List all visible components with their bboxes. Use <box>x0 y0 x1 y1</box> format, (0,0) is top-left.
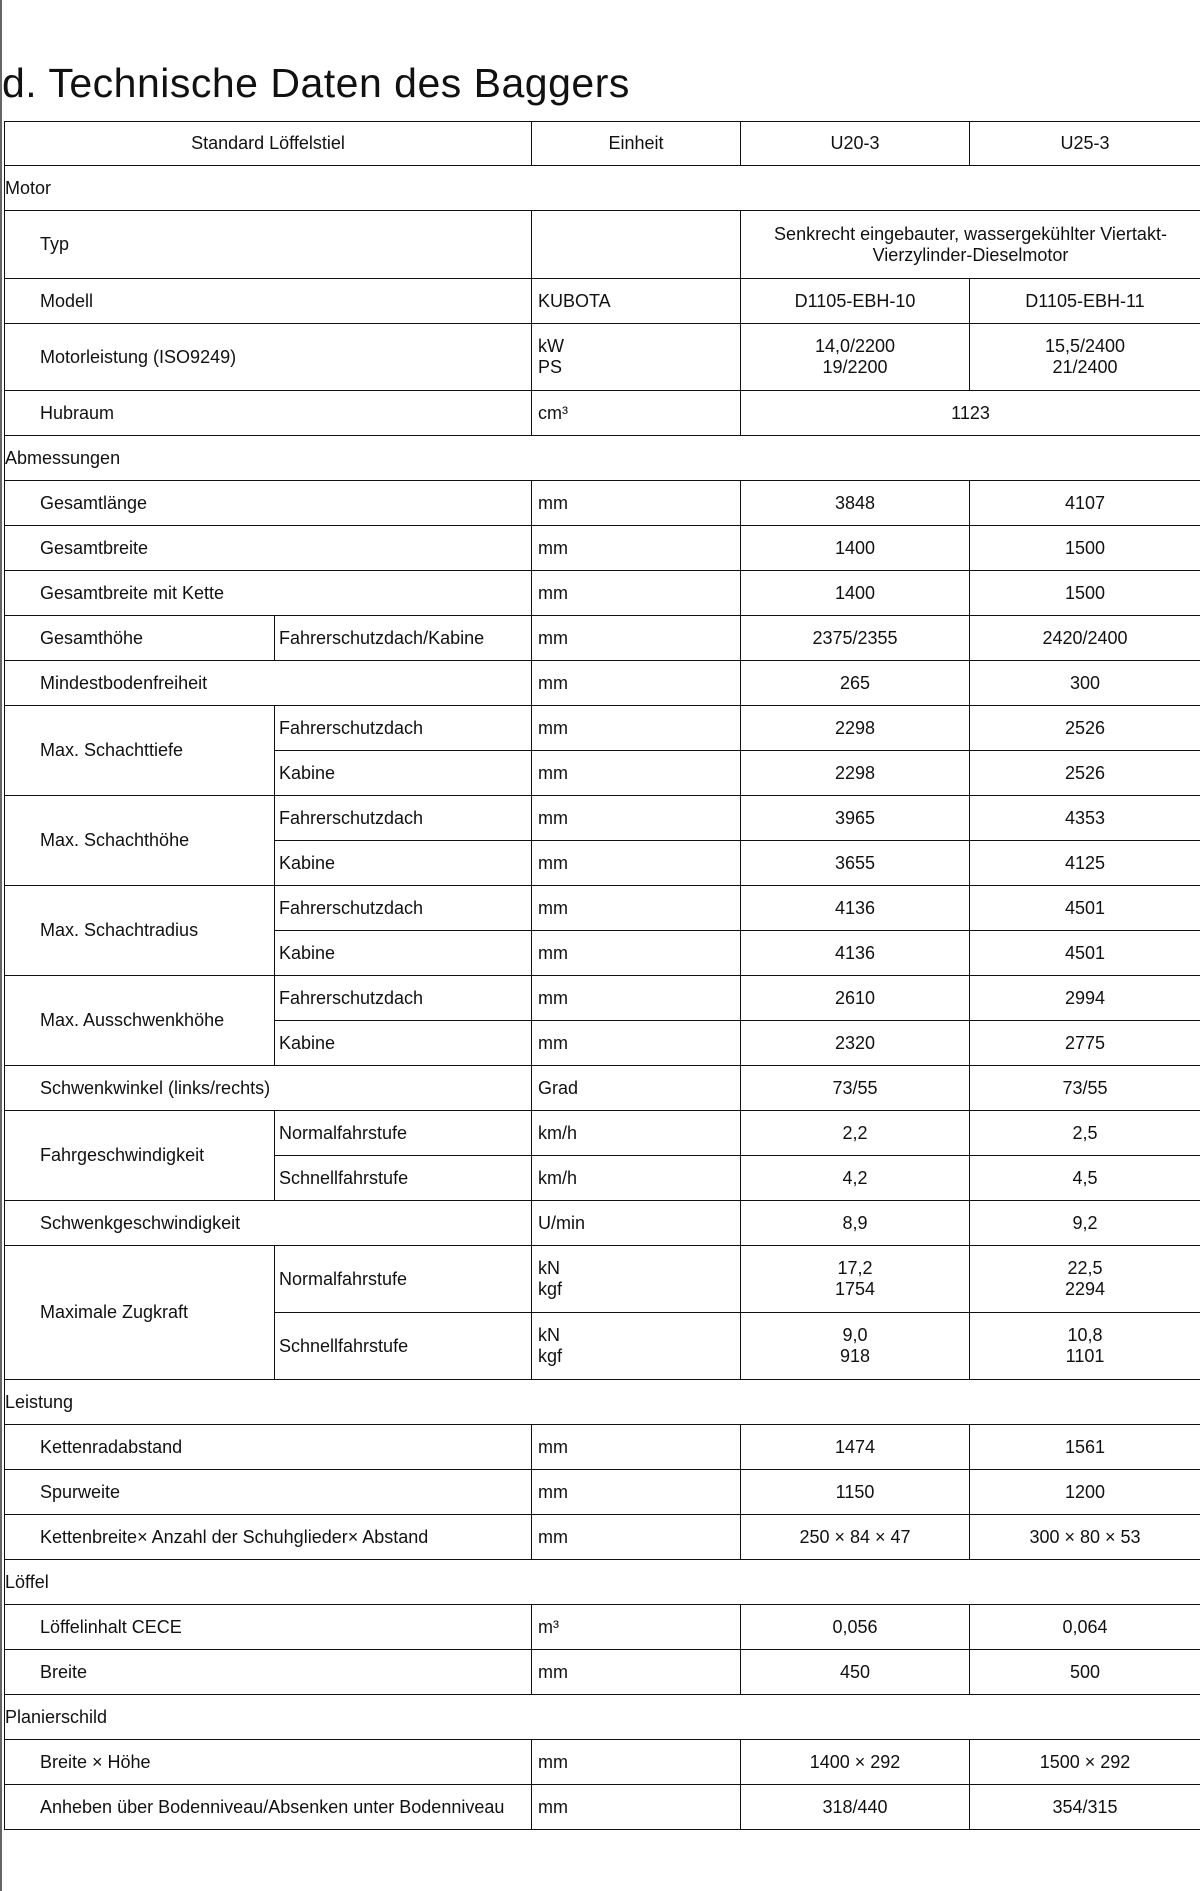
row-value-u20: 73/55 <box>741 1066 970 1111</box>
row-value-u25: 1500 <box>970 526 1200 571</box>
table-row-bodenfreiheit <box>5 661 1200 706</box>
row-value-u20: 2610 <box>741 976 970 1021</box>
header-einheit: Einheit <box>532 122 741 166</box>
table-row-schachthoehe-dach <box>5 796 1200 841</box>
table-row-schwenkgeschwindigkeit <box>5 1201 1200 1246</box>
row-value-u25: 354/315 <box>970 1785 1200 1830</box>
table-row-loeffel-breite <box>5 1650 1200 1695</box>
row-value-u25: 1561 <box>970 1425 1200 1470</box>
row-label: Breite × Höhe <box>5 1740 532 1785</box>
section-label: Löffel <box>5 1560 1200 1605</box>
row-value-u25: 300 × 80 × 53 <box>970 1515 1200 1560</box>
row-label: Max. Ausschwenkhöhe <box>5 976 275 1066</box>
row-value-u20: 3848 <box>741 481 970 526</box>
row-value-u20 <box>741 1246 970 1313</box>
row-value-u25: 0,064 <box>970 1605 1200 1650</box>
row-sublabel: Kabine <box>275 751 532 796</box>
row-value-u20: D1105-EBH-10 <box>741 279 970 324</box>
value-kgf: 2294 <box>1064 1279 1106 1299</box>
row-value-u20: 250 × 84 × 47 <box>741 1515 970 1560</box>
row-label: Breite <box>5 1650 532 1695</box>
row-value-u25: 4501 <box>970 931 1200 976</box>
row-label: Max. Schachtradius <box>5 886 275 976</box>
unit-kw: kW <box>538 336 564 356</box>
table-row-fahrgeschwindigkeit-normal <box>5 1111 1200 1156</box>
table-row-kettenbreite <box>5 1515 1200 1560</box>
table-row-hubraum <box>5 391 1200 436</box>
row-label: Spurweite <box>5 1470 532 1515</box>
row-value-u25: 9,2 <box>970 1201 1200 1246</box>
row-value-u25: 1500 × 292 <box>970 1740 1200 1785</box>
row-unit: mm <box>532 1470 741 1515</box>
section-row-planierschild <box>5 1695 1200 1740</box>
table-row-loeffelinhalt <box>5 1605 1200 1650</box>
table-row-gesamtbreite <box>5 526 1200 571</box>
table-row-kettenradabstand <box>5 1425 1200 1470</box>
section-row-loeffel <box>5 1560 1200 1605</box>
row-sublabel: Schnellfahrstufe <box>275 1313 532 1380</box>
row-label: Gesamtbreite mit Kette <box>5 571 532 616</box>
section-label: Abmessungen <box>5 436 1200 481</box>
row-label: Fahrgeschwindigkeit <box>5 1111 275 1201</box>
row-label: Maximale Zugkraft <box>5 1246 275 1380</box>
row-sublabel: Kabine <box>275 931 532 976</box>
value-kgf: 1754 <box>834 1279 876 1299</box>
section-label: Planierschild <box>5 1695 1200 1740</box>
row-unit <box>532 1246 741 1313</box>
row-unit: mm <box>532 526 741 571</box>
page-title: d. Technische Daten des Baggers <box>2 60 630 106</box>
row-value-u25: 4107 <box>970 481 1200 526</box>
row-sublabel: Normalfahrstufe <box>275 1246 532 1313</box>
value-ps: 19/2200 <box>822 357 888 377</box>
row-value-u20 <box>741 324 970 391</box>
value-kw: 14,0/2200 <box>814 336 896 356</box>
row-unit: km/h <box>532 1156 741 1201</box>
table-header-row <box>5 122 1200 166</box>
row-value-u25 <box>970 1313 1200 1380</box>
row-unit: U/min <box>532 1201 741 1246</box>
row-unit: mm <box>532 886 741 931</box>
row-value-u20: 1400 × 292 <box>741 1740 970 1785</box>
row-value-u20: 2298 <box>741 751 970 796</box>
table-row-schachttiefe-dach <box>5 706 1200 751</box>
row-value-u25: 2775 <box>970 1021 1200 1066</box>
value-kn: 10,8 <box>1067 1325 1103 1345</box>
row-value-u20: 4136 <box>741 931 970 976</box>
row-value: Senkrecht eingebauter, wassergekühlter Viertakt-Vierzylinder-Dieselmotor <box>741 211 1200 279</box>
row-value-u20: 1400 <box>741 526 970 571</box>
value-kgf: 1101 <box>1065 1346 1105 1366</box>
row-value-u25: 2420/2400 <box>970 616 1200 661</box>
table-row-modell <box>5 279 1200 324</box>
row-sublabel: Fahrerschutzdach <box>275 706 532 751</box>
value-kw: 15,5/2400 <box>1044 336 1126 356</box>
row-unit: mm <box>532 706 741 751</box>
header-standard-loeffelstiel: Standard Löffelstiel <box>5 122 532 166</box>
row-value-u25: 73/55 <box>970 1066 1200 1111</box>
table-row-spurweite <box>5 1470 1200 1515</box>
row-value-u25: 2,5 <box>970 1111 1200 1156</box>
row-value-u20: 2298 <box>741 706 970 751</box>
section-label: Leistung <box>5 1380 1200 1425</box>
row-unit: mm <box>532 481 741 526</box>
row-sublabel: Fahrerschutzdach <box>275 886 532 931</box>
unit-kn: kN <box>538 1258 560 1278</box>
value-kn: 9,0 <box>842 1325 868 1345</box>
row-sublabel: Kabine <box>275 841 532 886</box>
row-unit: mm <box>532 751 741 796</box>
table-row-gesamtbreite-kette <box>5 571 1200 616</box>
row-sublabel: Kabine <box>275 1021 532 1066</box>
row-value-u25 <box>970 1246 1200 1313</box>
row-label: Schwenkwinkel (links/rechts) <box>5 1066 532 1111</box>
row-label: Anheben über Bodenniveau/Absenken unter Bodenniveau <box>5 1785 532 1830</box>
row-unit: mm <box>532 976 741 1021</box>
row-value-u20: 4136 <box>741 886 970 931</box>
value-ps: 21/2400 <box>1052 357 1118 377</box>
row-label: Motorleistung (ISO9249) <box>5 324 532 391</box>
table-row-breite-hoehe <box>5 1740 1200 1785</box>
row-unit: mm <box>532 1021 741 1066</box>
row-unit <box>532 211 741 279</box>
section-row-motor <box>5 166 1200 211</box>
row-label: Kettenradabstand <box>5 1425 532 1470</box>
row-value-u25: 4501 <box>970 886 1200 931</box>
row-value-u20 <box>741 1313 970 1380</box>
row-unit: m³ <box>532 1605 741 1650</box>
row-value-u20: 1150 <box>741 1470 970 1515</box>
row-sublabel: Fahrerschutzdach <box>275 976 532 1021</box>
row-sublabel: Normalfahrstufe <box>275 1111 532 1156</box>
unit-kn: kN <box>538 1325 560 1345</box>
row-value-u25: 2994 <box>970 976 1200 1021</box>
row-label: Mindestbodenfreiheit <box>5 661 532 706</box>
value-kn: 22,5 <box>1067 1258 1103 1278</box>
row-value-u20: 2320 <box>741 1021 970 1066</box>
table-row-schwenkwinkel <box>5 1066 1200 1111</box>
row-value-u25: 2526 <box>970 751 1200 796</box>
row-label: Schwenkgeschwindigkeit <box>5 1201 532 1246</box>
row-unit: mm <box>532 1785 741 1830</box>
row-sublabel: Fahrerschutzdach <box>275 796 532 841</box>
table-row-anheben-absenken <box>5 1785 1200 1830</box>
table-row-gesamthoehe <box>5 616 1200 661</box>
row-unit: mm <box>532 796 741 841</box>
row-unit: cm³ <box>532 391 741 436</box>
row-unit: mm <box>532 661 741 706</box>
row-unit: mm <box>532 571 741 616</box>
row-label: Max. Schachthöhe <box>5 796 275 886</box>
row-unit: km/h <box>532 1111 741 1156</box>
row-label: Hubraum <box>5 391 532 436</box>
row-unit: mm <box>532 1650 741 1695</box>
spec-table <box>4 121 1200 1830</box>
row-unit: mm <box>532 841 741 886</box>
row-value-u25: 4125 <box>970 841 1200 886</box>
row-unit: mm <box>532 931 741 976</box>
row-value-u20: 2375/2355 <box>741 616 970 661</box>
header-u25-3: U25-3 <box>970 122 1200 166</box>
row-value: 1123 <box>741 391 1200 436</box>
row-unit <box>532 1313 741 1380</box>
header-u20-3: U20-3 <box>741 122 970 166</box>
table-row-ausschwenkhoehe-dach <box>5 976 1200 1021</box>
row-value-u25: D1105-EBH-11 <box>970 279 1200 324</box>
row-sublabel: Schnellfahrstufe <box>275 1156 532 1201</box>
row-unit: Grad <box>532 1066 741 1111</box>
row-value-u20: 4,2 <box>741 1156 970 1201</box>
value-kgf: 918 <box>839 1346 871 1366</box>
table-row-gesamtlaenge <box>5 481 1200 526</box>
row-value-u25: 1200 <box>970 1470 1200 1515</box>
row-unit: mm <box>532 1425 741 1470</box>
row-value-u20: 2,2 <box>741 1111 970 1156</box>
section-row-leistung <box>5 1380 1200 1425</box>
row-value-u25: 4,5 <box>970 1156 1200 1201</box>
row-value-u25: 2526 <box>970 706 1200 751</box>
row-unit: mm <box>532 1515 741 1560</box>
row-unit: mm <box>532 1740 741 1785</box>
unit-kgf: kgf <box>538 1346 563 1366</box>
row-value-u20: 3655 <box>741 841 970 886</box>
row-label: Gesamthöhe <box>5 616 275 661</box>
row-value-u25: 300 <box>970 661 1200 706</box>
row-value-u20: 1400 <box>741 571 970 616</box>
section-row-abmessungen <box>5 436 1200 481</box>
row-label: Typ <box>5 211 532 279</box>
row-value-u20: 450 <box>741 1650 970 1695</box>
table-row-motorleistung <box>5 324 1200 391</box>
row-label: Kettenbreite× Anzahl der Schuhglieder× Abstand <box>5 1515 532 1560</box>
row-label: Gesamtlänge <box>5 481 532 526</box>
table-row-zugkraft-normal <box>5 1246 1200 1313</box>
page-left-border <box>0 0 2 1891</box>
row-unit: mm <box>532 616 741 661</box>
row-value-u20: 8,9 <box>741 1201 970 1246</box>
row-label: Max. Schachttiefe <box>5 706 275 796</box>
unit-kgf: kgf <box>538 1279 563 1299</box>
table-row-schachtradius-dach <box>5 886 1200 931</box>
table-row-typ <box>5 211 1200 279</box>
row-value-u20: 1474 <box>741 1425 970 1470</box>
row-label: Gesamtbreite <box>5 526 532 571</box>
row-value-u20: 318/440 <box>741 1785 970 1830</box>
value-kn: 17,2 <box>837 1258 873 1278</box>
row-value-u25 <box>970 324 1200 391</box>
row-value-u25: 4353 <box>970 796 1200 841</box>
row-label: Löffelinhalt CECE <box>5 1605 532 1650</box>
row-value-u20: 265 <box>741 661 970 706</box>
row-value-u20: 3965 <box>741 796 970 841</box>
row-unit <box>532 324 741 391</box>
row-label: Modell <box>5 279 532 324</box>
row-value-u20: 0,056 <box>741 1605 970 1650</box>
row-sublabel: Fahrerschutzdach/Kabine <box>275 616 532 661</box>
section-label: Motor <box>5 166 1200 211</box>
row-unit: KUBOTA <box>532 279 741 324</box>
row-value-u25: 1500 <box>970 571 1200 616</box>
unit-ps: PS <box>538 357 563 377</box>
row-value-u25: 500 <box>970 1650 1200 1695</box>
